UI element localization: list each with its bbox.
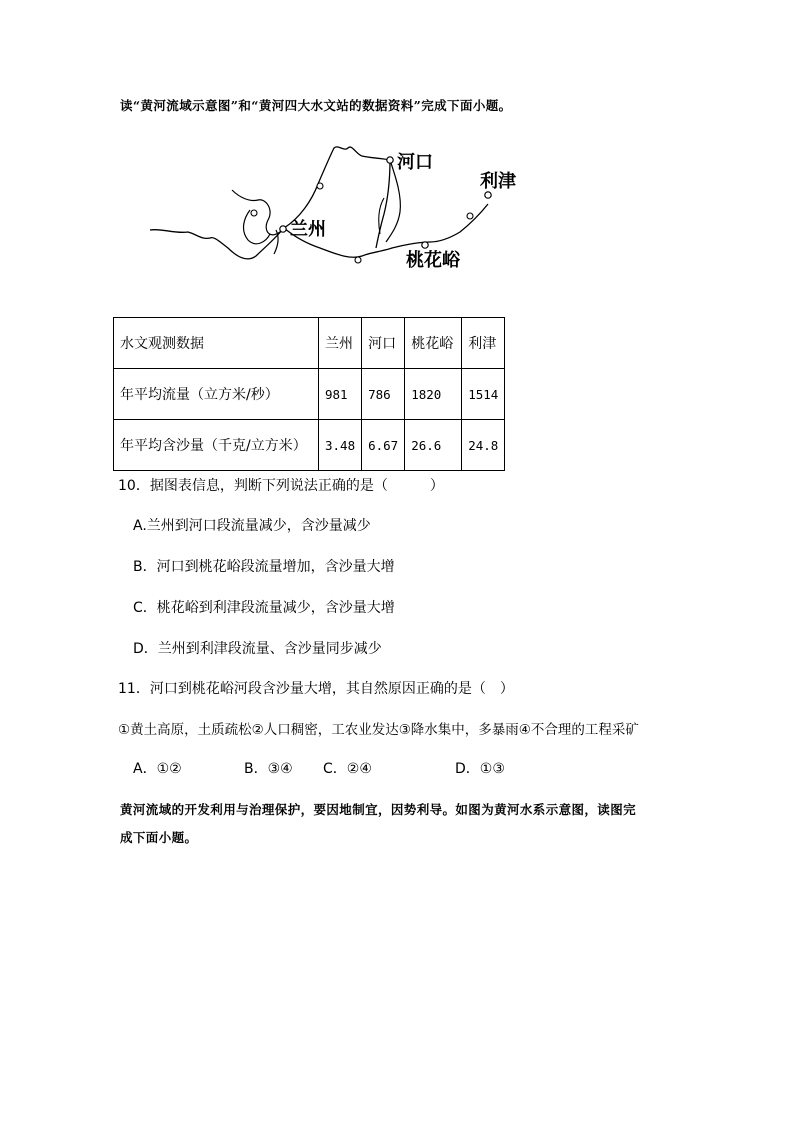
city-marker-west [251, 210, 257, 216]
table-header-cell: 水文观测数据 [114, 318, 319, 369]
question-11-option-c[interactable]: C．②④ [323, 761, 372, 777]
station-hekou-marker [387, 157, 393, 163]
question-10-stem: 10．据图表信息，判断下列说法正确的是（ ） [118, 478, 444, 494]
question-10-option-d[interactable]: D．兰州到利津段流量、含沙量同步减少 [133, 641, 382, 657]
table-cell: 24.8 [462, 420, 505, 471]
intro-text-2-line1: 黄河流域的开发利用与治理保护，要因地制宜，因势利导。如图为黄河水系示意图，读图完 [120, 802, 637, 817]
table-cell: 786 [362, 369, 405, 420]
city-marker-north [317, 183, 323, 189]
question-10-option-a[interactable]: A.兰州到河口段流量减少，含沙量减少 [133, 518, 371, 534]
hydrology-table [113, 317, 505, 471]
intro-text-1: 读“黄河流域示意图”和“黄河四大水文站的数据资料”完成下面小题。 [120, 98, 512, 113]
question-11-stem: 11．河口到桃花峪河段含沙量大增，其自然原因正确的是（ ） [118, 681, 514, 697]
table-row [114, 420, 505, 471]
table-header-cell: 利津 [462, 318, 505, 369]
station-taohuayu-marker [422, 242, 428, 248]
table-cell: 3.48 [319, 420, 362, 471]
river-branch-west [232, 190, 284, 235]
label-lanzhou: 兰州 [290, 219, 326, 240]
yellow-river-map [140, 138, 540, 273]
question-11-option-d[interactable]: D．①③ [455, 761, 505, 777]
table-cell: 6.67 [362, 420, 405, 471]
question-11-option-a[interactable]: A．①② [133, 761, 182, 777]
city-marker-south [355, 257, 361, 263]
question-11-option-b[interactable]: B．③④ [244, 761, 293, 777]
table-row-label: 年平均含沙量（千克/立方米） [114, 420, 319, 471]
table-row-label: 年平均流量（立方米/秒） [114, 369, 319, 420]
river-upper [150, 228, 284, 259]
station-lijin-marker [485, 192, 491, 198]
table-header-cell: 兰州 [319, 318, 362, 369]
table-header-row [114, 318, 505, 369]
table-row [114, 369, 505, 420]
label-taohuayu: 桃花峪 [406, 250, 460, 271]
table-cell: 981 [319, 369, 362, 420]
table-cell: 26.6 [405, 420, 462, 471]
table-header-cell: 河口 [362, 318, 405, 369]
question-10-option-c[interactable]: C．桃花峪到利津段流量减少，含沙量大增 [133, 600, 395, 616]
question-11-statements: ①黄土高原，土质疏松②人口稠密，工农业发达③降水集中，多暴雨④不合理的工程采矿 [118, 722, 639, 738]
intro-text-2-line2: 成下面小题。 [120, 830, 198, 845]
label-lijin: 利津 [480, 171, 516, 192]
table-cell: 1820 [405, 369, 462, 420]
table-header-cell: 桃花峪 [405, 318, 462, 369]
table-cell: 1514 [462, 369, 505, 420]
label-hekou: 河口 [397, 152, 433, 173]
station-lanzhou-marker [280, 226, 286, 232]
city-marker-east [467, 213, 473, 219]
question-10-option-b[interactable]: B．河口到桃花峪段流量增加，含沙量大增 [133, 559, 395, 575]
